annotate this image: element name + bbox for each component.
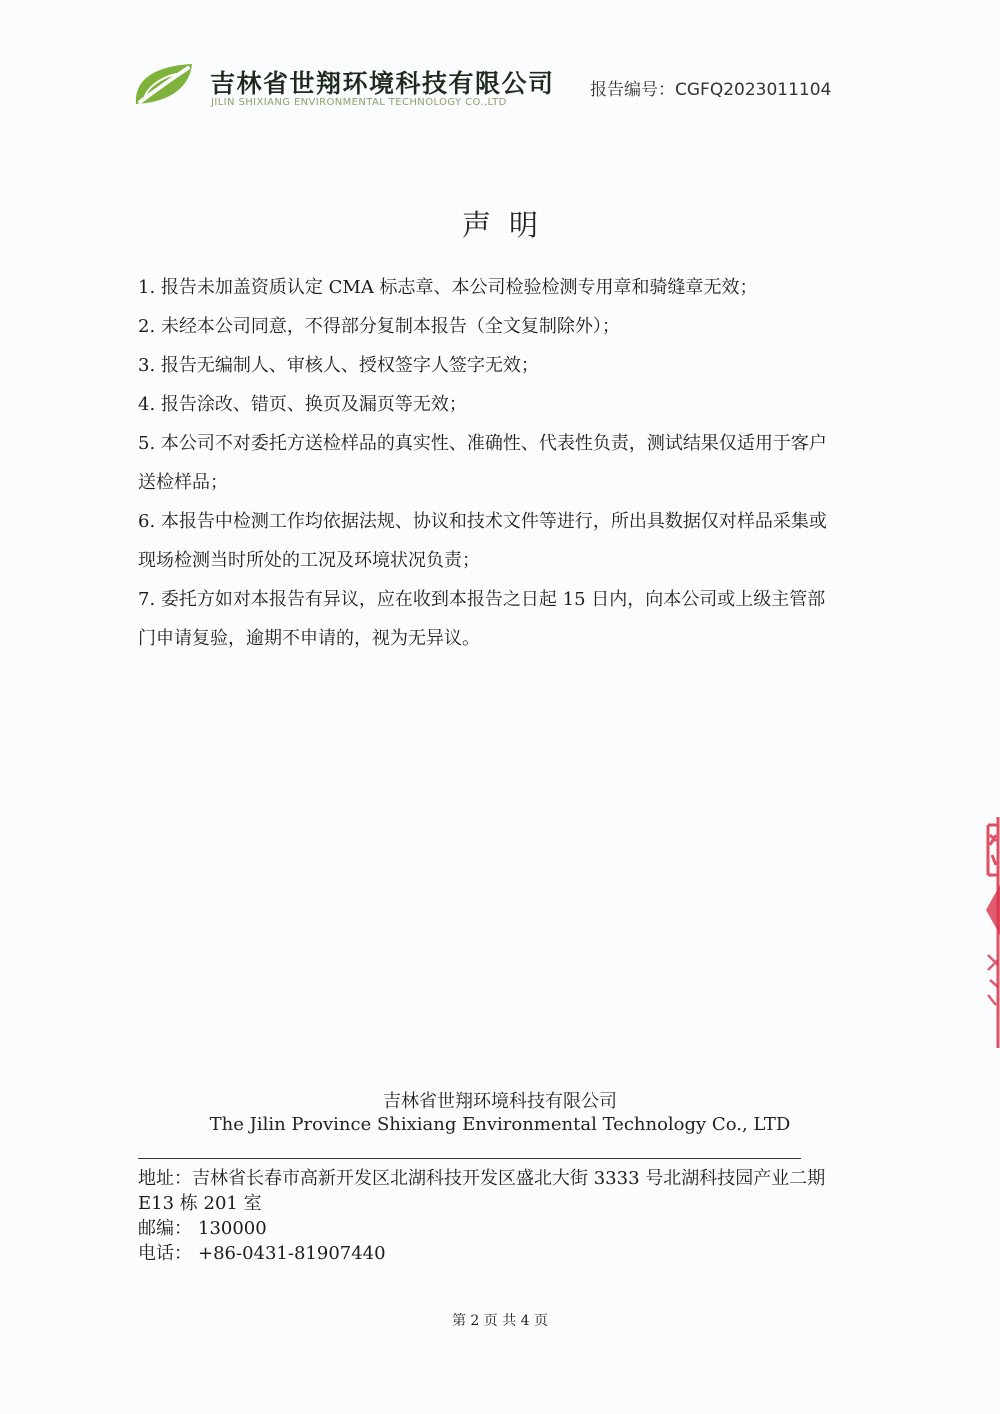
statement-item-5: 5. 本公司不对委托方送检样品的真实性、准确性、代表性负责，测试结果仅适用于客户送检样品； (138, 433, 827, 493)
postcode-value: 130000 (198, 1218, 267, 1239)
statement-item-3: 3. 报告无编制人、审核人、授权签字人签字无效； (138, 355, 539, 376)
leaf-logo-icon (130, 60, 200, 108)
contact-info (138, 1166, 838, 1266)
address-value: 吉林省长春市高新开发区北湖科技开发区盛北大街 3333 号北湖科技园产业二期 E13 栋 201 室 (138, 1168, 826, 1214)
statement-item-6: 6. 本报告中检测工作均依据法规、协议和技术文件等进行，所出具数据仅对样品采集或现场检测当时所处的工况及环境状况负责； (138, 511, 827, 571)
report-number: 报告编号：CGFQ2023011104 (590, 80, 832, 100)
red-seal-stamp-icon (968, 815, 1000, 1050)
header-company-name-cn: 吉林省世翔环境科技有限公司 (210, 69, 555, 98)
statement-item-2: 2. 未经本公司同意，不得部分复制本报告（全文复制除外）； (138, 316, 620, 337)
phone-label: 电话： (138, 1243, 192, 1264)
postcode-label: 邮编： (138, 1218, 192, 1239)
statement-item-1: 1. 报告未加盖资质认定 CMA 标志章、本公司检验检测专用章和骑缝章无效； (138, 277, 758, 298)
postcode-row (138, 1216, 838, 1241)
page-title: 声明 (461, 208, 556, 242)
footer-company-name-cn: 吉林省世翔环境科技有限公司 (383, 1091, 617, 1112)
phone-value: +86-0431-81907440 (198, 1243, 386, 1264)
footer-divider (138, 1158, 801, 1159)
footer-company-name-en: The Jilin Province Shixiang Environmental Technology Co., LTD (209, 1114, 791, 1135)
header-company-name-en: JILIN SHIXIANG ENVIRONMENTAL TECHNOLOGY CO.,LTD (211, 97, 507, 108)
page-number: 第 2 页 共 4 页 (451, 1313, 549, 1329)
phone-row (138, 1241, 838, 1266)
address-row (138, 1166, 838, 1216)
statement-list (138, 268, 838, 658)
statement-item-4: 4. 报告涂改、错页、换页及漏页等无效； (138, 394, 467, 415)
address-label: 地址： (138, 1168, 192, 1189)
statement-item-7: 7. 委托方如对本报告有异议，应在收到本报告之日起 15 日内，向本公司或上级主管部门申请复验，逾期不申请的，视为无异议。 (138, 589, 826, 649)
